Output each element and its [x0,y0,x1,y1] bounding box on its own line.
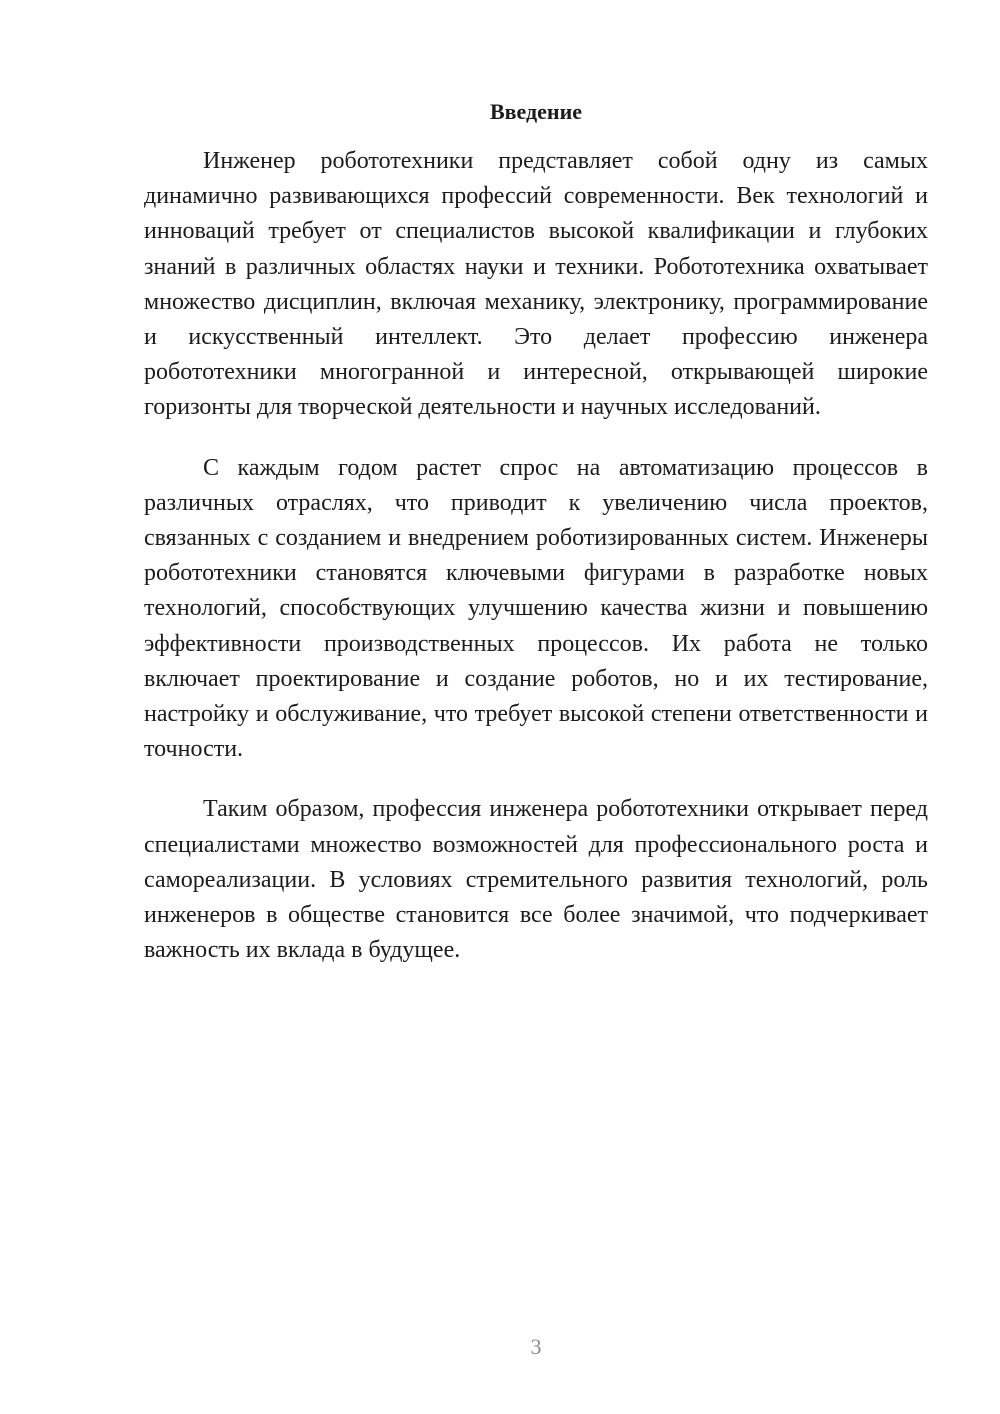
body-text [144,144,928,993]
page-number: 3 [530,1334,542,1359]
paragraph-2: С каждым годом растет спрос на автоматизацию процессов в различных отраслях, что приводит к увеличению числа проектов, связанных с созданием и внедрением роботизированных систем. Инженеры робототехники становятся ключевыми фигурами в разработке новых технологий, способствующих улучшению качества жизни и повышению эффективности производственных процессов. Их работа не только включает проектирование и создание роботов, но и их тестирование, настройку и обслуживание, что требует высокой степени ответственности и точности. [144,454,928,763]
section-heading: Введение [489,99,583,124]
paragraph-1: Инженер робототехники представляет собой одну из самых динамично развивающихся профессий современности. Век технологий и инноваций требует от специалистов высокой квалификации и глубоких знаний в различных областях науки и техники. Робототехника охватывает множество дисциплин, включая механику, электронику, программирование и искусственный интеллект. Это делает профессию инженера робототехники многогранной и интересной, открывающей широкие горизонты для творческой деятельности и научных исследований. [144,148,928,421]
paragraph-3: Таким образом, профессия инженера робототехники открывает перед специалистами множество возможностей для профессионального роста и самореализации. В условиях стремительного развития технологий, роль инженеров в обществе становится все более значимой, что подчеркивает важность их вклада в будущее. [144,796,928,964]
